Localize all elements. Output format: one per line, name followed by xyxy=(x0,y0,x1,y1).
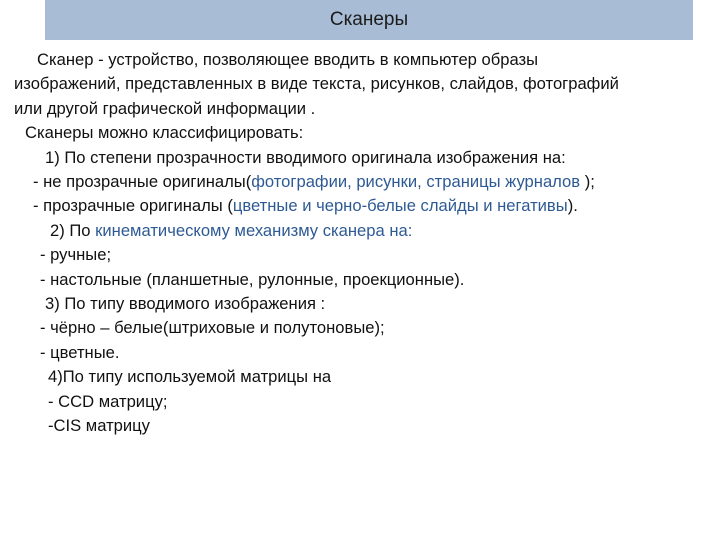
list-item-cis: -CIS матрицу xyxy=(48,416,150,436)
criterion-1-heading: 1) По степени прозрачности вводимого оригинала изображения на: xyxy=(45,147,566,167)
transparent-suffix: ). xyxy=(567,196,578,216)
list-item-color: - цветные. xyxy=(40,342,120,362)
list-item-ccd: - CCD матрицу; xyxy=(48,391,168,411)
list-item-manual: - ручные; xyxy=(40,245,112,265)
transparent-prefix: - прозрачные оригиналы ( xyxy=(33,196,233,216)
criterion-4-heading: 4)По типу используемой матрицы на xyxy=(48,367,332,387)
kinematic-prefix: 2) По xyxy=(50,220,96,240)
definition-line-3: или другой графической информации . xyxy=(14,98,316,118)
opaque-prefix: - не прозрачные оригиналы( xyxy=(33,172,252,192)
kinematic-highlight: кинематическому механизму сканера на: xyxy=(95,220,413,240)
slide-title: Сканеры xyxy=(329,9,409,30)
definition-line-1: Сканер - устройство, позволяющее вводить в компьютер образы xyxy=(37,50,539,69)
opaque-highlight: фотографии, рисунки, страницы журналов xyxy=(251,172,581,192)
list-item-transparent xyxy=(0,194,712,218)
opaque-suffix: ); xyxy=(580,172,595,192)
slide-body xyxy=(0,48,712,439)
definition-line-2: изображений, представленных в виде текста, рисунков, слайдов, фотографий xyxy=(14,74,619,94)
criterion-2-heading xyxy=(0,219,712,243)
transparent-highlight: цветные и черно-белые слайды и негативы xyxy=(232,196,568,216)
list-item-desktop: - настольные (планшетные, рулонные, проекционные). xyxy=(40,269,465,289)
list-item-black-white: - чёрно – белые(штриховые и полутоновые); xyxy=(40,318,385,338)
criterion-3-heading: 3) По типу вводимого изображения : xyxy=(45,294,326,314)
classification-intro: Сканеры можно классифицировать: xyxy=(25,123,304,143)
list-item-opaque xyxy=(0,170,712,194)
slide-title-bar xyxy=(45,0,693,40)
